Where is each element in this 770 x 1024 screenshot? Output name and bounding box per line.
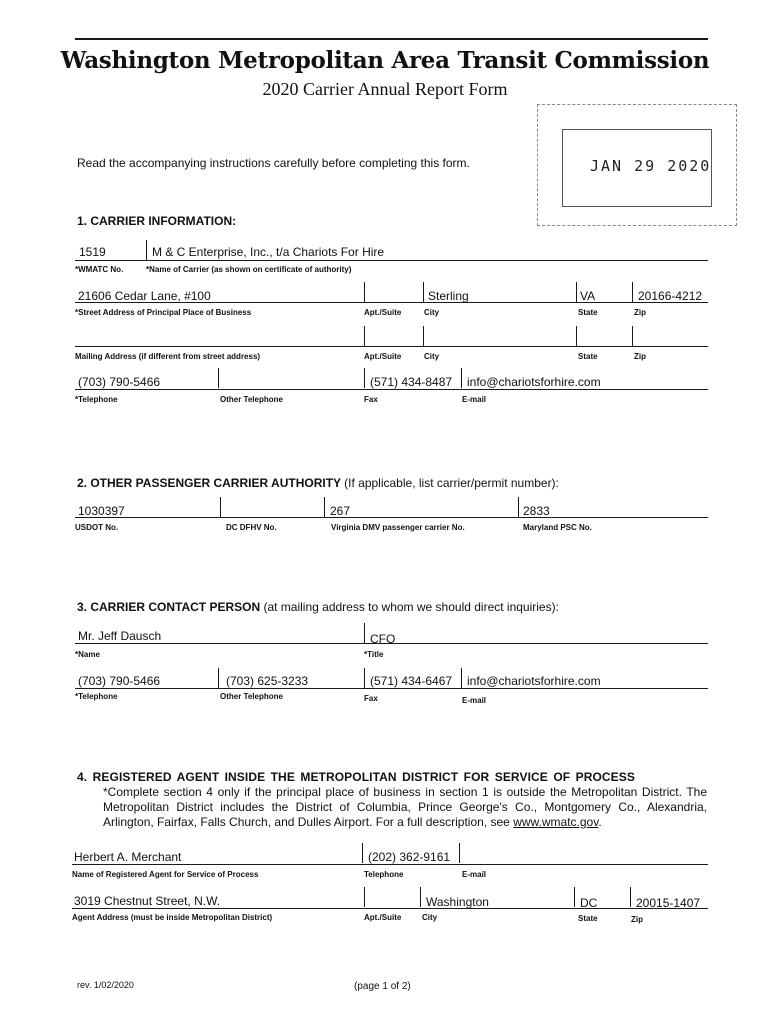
- street-address-value[interactable]: 21606 Cedar Lane, #100: [78, 289, 211, 303]
- agent-state-value[interactable]: DC: [580, 896, 598, 910]
- field-rule: [72, 864, 708, 865]
- email-value[interactable]: info@chariotsforhire.com: [467, 375, 601, 389]
- section4-heading: 4. REGISTERED AGENT INSIDE THE METROPOLITAN DISTRICT FOR SERVICE OF PROCESS: [77, 770, 635, 784]
- agent-address-value[interactable]: 3019 Chestnut Street, N.W.: [74, 894, 221, 908]
- telephone-label: *Telephone: [75, 395, 118, 404]
- agent-email-label: E-mail: [462, 870, 487, 879]
- contact-telephone-value[interactable]: (703) 790-5466: [78, 674, 161, 688]
- mailing-address-label: Mailing Address (if different from street address): [75, 352, 261, 361]
- contact-other-telephone-label: Other Telephone: [220, 692, 283, 701]
- street-zip-value[interactable]: 20166-4212: [638, 289, 703, 303]
- agent-zip-label: Zip: [631, 915, 643, 924]
- divider: [324, 497, 325, 517]
- divider: [220, 497, 221, 517]
- telephone-value[interactable]: (703) 790-5466: [78, 375, 161, 389]
- agent-name-label: Name of Registered Agent for Service of Process: [72, 870, 259, 879]
- carrier-name-value[interactable]: M & C Enterprise, Inc., t/a Chariots For Hire: [152, 245, 385, 259]
- other-telephone-label: Other Telephone: [220, 395, 283, 404]
- divider: [518, 497, 519, 517]
- street-apt-label: Apt./Suite: [364, 308, 402, 317]
- street-city-value[interactable]: Sterling: [428, 289, 469, 303]
- agent-apt-label: Apt./Suite: [364, 913, 402, 922]
- divider: [632, 282, 633, 302]
- md-psc-value[interactable]: 2833: [523, 504, 550, 518]
- section1-heading: 1. CARRIER INFORMATION:: [77, 214, 237, 228]
- divider: [420, 887, 421, 907]
- mailing-state-label: State: [578, 352, 598, 361]
- agent-state-label: State: [578, 914, 598, 923]
- street-state-value[interactable]: VA: [580, 289, 596, 303]
- mailing-zip-label: Zip: [634, 352, 646, 361]
- field-rule: [72, 908, 708, 909]
- contact-fax-value[interactable]: (571) 434-6467: [370, 674, 453, 688]
- instructions-text: Read the accompanying instructions carefully before completing this form.: [77, 156, 470, 170]
- contact-fax-label: Fax: [364, 694, 378, 703]
- va-dmv-label: Virginia DMV passenger carrier No.: [331, 523, 465, 532]
- field-rule: [75, 389, 708, 390]
- usdot-label: USDOT No.: [75, 523, 119, 532]
- divider: [574, 887, 575, 907]
- street-city-label: City: [424, 308, 440, 317]
- md-psc-label: Maryland PSC No.: [523, 523, 592, 532]
- dc-dfhv-label: DC DFHV No.: [226, 523, 277, 532]
- divider: [364, 887, 365, 907]
- divider: [630, 887, 631, 907]
- divider: [364, 668, 365, 688]
- contact-telephone-label: *Telephone: [75, 692, 118, 701]
- agent-name-value[interactable]: Herbert A. Merchant: [74, 850, 182, 864]
- divider: [461, 668, 462, 688]
- section4-note-text: *Complete section 4 only if the principal place of business in section 1 is outside the Metropolitan District. The Metropolitan District includes the District of Columbia, Prince George's Co., Montgomery Co., Alexandria, Arlington, Fairfax, Falls Church, and Dulles Airport. For a full description, see: [103, 785, 707, 829]
- fax-label: Fax: [364, 395, 378, 404]
- divider: [364, 368, 365, 388]
- field-rule: [75, 260, 708, 261]
- period: .: [598, 815, 602, 829]
- section2-note: (If applicable, list carrier/permit number):: [344, 476, 559, 490]
- contact-name-value[interactable]: Mr. Jeff Dausch: [78, 629, 162, 643]
- street-address-label: *Street Address of Principal Place of Business: [75, 308, 252, 317]
- contact-other-telephone-value[interactable]: (703) 625-3233: [226, 674, 309, 688]
- divider: [576, 326, 577, 346]
- wmatc-no-label: *WMATC No.: [75, 265, 124, 274]
- page-number: (page 1 of 2): [354, 981, 411, 992]
- revision-date: rev. 1/02/2020: [77, 980, 134, 990]
- form-title: Washington Metropolitan Area Transit Commission: [60, 47, 710, 74]
- carrier-name-label: *Name of Carrier (as shown on certificate of authority): [146, 265, 352, 274]
- divider: [362, 843, 363, 863]
- va-dmv-value[interactable]: 267: [330, 504, 351, 518]
- street-state-label: State: [578, 308, 598, 317]
- field-rule: [75, 643, 708, 644]
- divider: [218, 368, 219, 388]
- contact-email-label: E-mail: [462, 696, 487, 705]
- section4-note: [103, 785, 707, 830]
- fax-value[interactable]: (571) 434-8487: [370, 375, 453, 389]
- divider: [576, 282, 577, 302]
- field-rule: [75, 517, 708, 518]
- divider: [632, 326, 633, 346]
- divider: [218, 668, 219, 688]
- contact-name-label: *Name: [75, 650, 100, 659]
- section3-heading: [77, 600, 559, 614]
- divider: [364, 282, 365, 302]
- agent-phone-value[interactable]: (202) 362-9161: [368, 850, 451, 864]
- section2-heading: [77, 476, 559, 490]
- contact-title-label: *Title: [364, 650, 384, 659]
- section2-title: 2. OTHER PASSENGER CARRIER AUTHORITY: [77, 476, 341, 490]
- wmatc-link[interactable]: www.wmatc.gov: [513, 815, 599, 829]
- received-stamp-date: JAN 29 2020: [590, 157, 712, 175]
- section3-title: 3. CARRIER CONTACT PERSON: [77, 600, 261, 614]
- divider: [423, 326, 424, 346]
- divider: [459, 843, 460, 863]
- mailing-city-label: City: [424, 352, 440, 361]
- divider: [364, 326, 365, 346]
- received-stamp: [537, 104, 737, 226]
- usdot-value[interactable]: 1030397: [78, 504, 125, 518]
- field-rule: [75, 302, 708, 303]
- email-label: E-mail: [462, 395, 487, 404]
- contact-title-value[interactable]: CFO: [370, 632, 396, 646]
- street-zip-label: Zip: [634, 308, 646, 317]
- mailing-apt-label: Apt./Suite: [364, 352, 402, 361]
- agent-telephone-label: Telephone: [364, 870, 404, 879]
- section3-note: (at mailing address to whom we should direct inquiries):: [263, 600, 559, 614]
- form-subtitle: 2020 Carrier Annual Report Form: [262, 79, 508, 99]
- agent-zip-value[interactable]: 20015-1407: [636, 896, 701, 910]
- wmatc-no-value[interactable]: 1519: [79, 245, 106, 259]
- divider: [146, 240, 147, 260]
- field-rule: [75, 688, 708, 689]
- divider: [364, 623, 365, 643]
- top-rule: [75, 38, 708, 40]
- contact-email-value[interactable]: info@chariotsforhire.com: [467, 674, 601, 688]
- agent-city-value[interactable]: Washington: [426, 895, 489, 909]
- divider: [461, 368, 462, 388]
- agent-address-label: Agent Address (must be inside Metropolitan District): [72, 913, 273, 922]
- field-rule: [75, 346, 708, 347]
- agent-city-label: City: [422, 913, 438, 922]
- divider: [423, 282, 424, 302]
